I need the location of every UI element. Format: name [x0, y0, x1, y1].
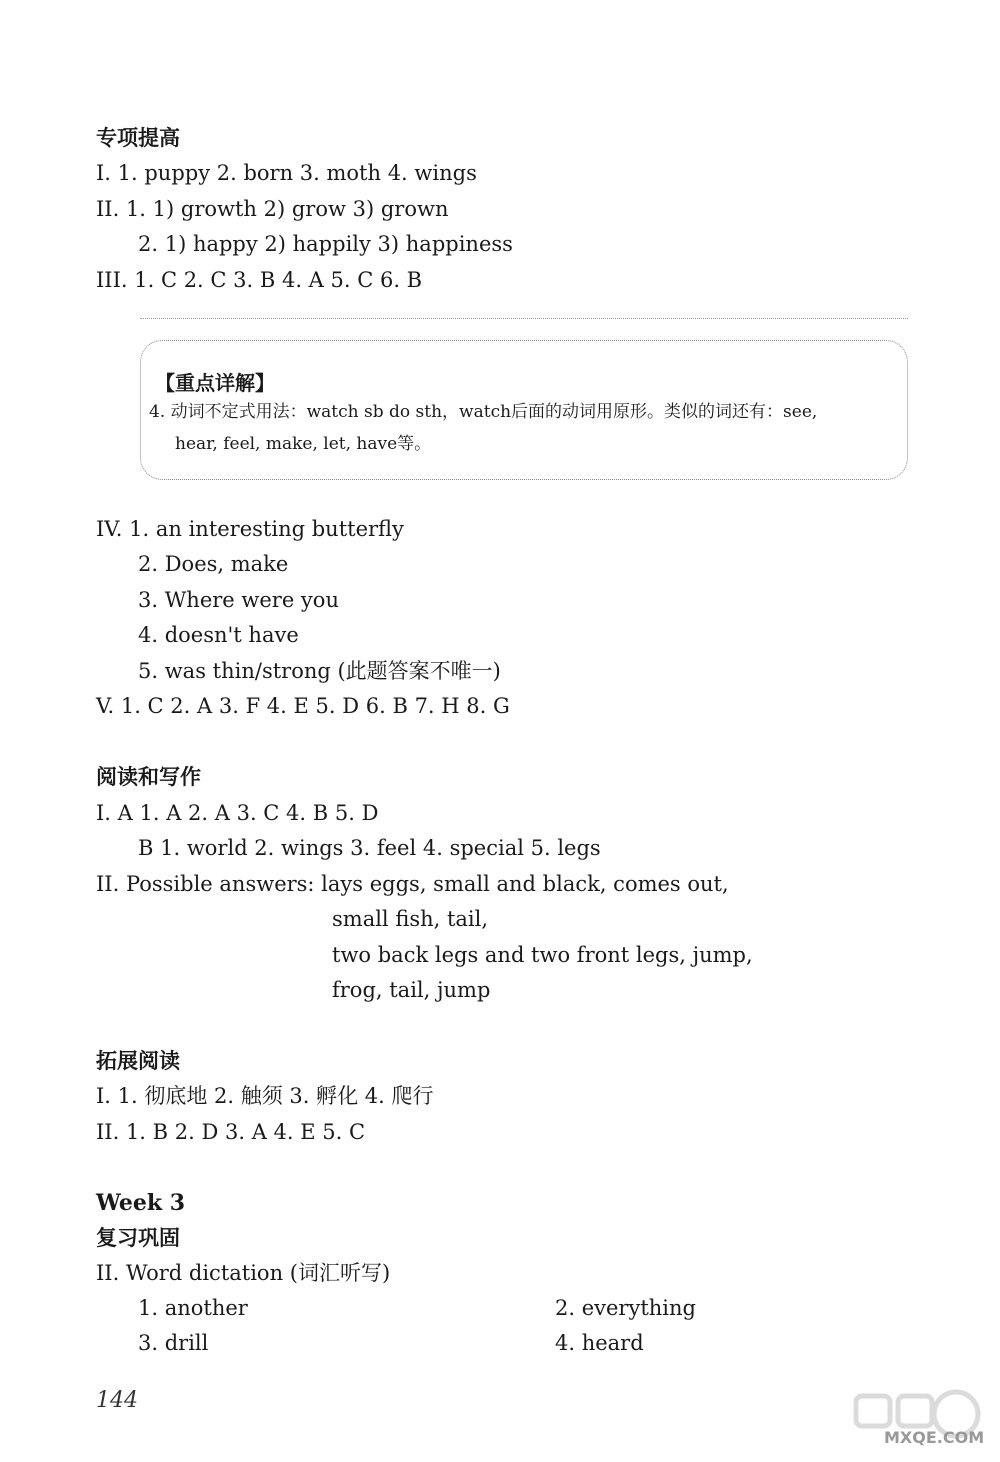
answer-line: III. 1. C 2. C 3. B 4. A 5. C 6. B	[96, 268, 423, 292]
section-heading-reading-writing: 阅读和写作	[96, 765, 201, 789]
word-item: 3. drill	[138, 1331, 209, 1355]
answer-line: II. 1. B 2. D 3. A 4. E 5. C	[96, 1120, 366, 1144]
answer-line: 2. Does, make	[138, 552, 289, 576]
answer-line: II. Word dictation (词汇听写)	[96, 1261, 391, 1285]
answer-line: I. 1. puppy 2. born 3. moth 4. wings	[96, 161, 477, 185]
section-heading-review: 复习巩固	[96, 1226, 180, 1250]
answer-line: 2. 1) happy 2) happily 3) happiness	[138, 232, 513, 256]
section-heading-extended-reading: 拓展阅读	[96, 1049, 180, 1073]
key-point-text: hear, feel, make, let, have等。	[175, 434, 432, 454]
page-number: 144	[96, 1388, 138, 1413]
section-heading-zhuanxiang: 专项提高	[96, 126, 180, 150]
key-point-title: 【重点详解】	[155, 371, 275, 395]
answer-line: IV. 1. an interesting butterfly	[96, 517, 404, 541]
answer-line: II. 1. 1) growth 2) grow 3) grown	[96, 197, 449, 221]
word-item: 2. everything	[555, 1296, 696, 1320]
dotted-divider	[140, 318, 908, 319]
word-item: 4. heard	[555, 1331, 644, 1355]
answer-line: small fish, tail,	[332, 907, 489, 931]
answer-line: two back legs and two front legs, jump,	[332, 943, 753, 967]
week-title: Week 3	[96, 1190, 186, 1216]
watermark-text: MXQE.COM	[884, 1428, 985, 1447]
answer-line: B 1. world 2. wings 3. feel 4. special 5. legs	[138, 836, 601, 860]
word-item: 1. another	[138, 1296, 248, 1320]
key-point-box	[140, 340, 908, 480]
answer-line: 5. was thin/strong (此题答案不唯一)	[138, 659, 501, 683]
answer-line: I. A 1. A 2. A 3. C 4. B 5. D	[96, 801, 379, 825]
answer-line: I. 1. 彻底地 2. 触须 3. 孵化 4. 爬行	[96, 1084, 434, 1108]
answer-line: frog, tail, jump	[332, 978, 491, 1002]
answer-line: V. 1. C 2. A 3. F 4. E 5. D 6. B 7. H 8. G	[96, 694, 510, 718]
answer-line: 4. doesn't have	[138, 623, 299, 647]
key-point-text: 4. 动词不定式用法：watch sb do sth，watch后面的动词用原形。类似的词还有：see,	[149, 402, 818, 422]
answer-line: II. Possible answers: lays eggs, small and black, comes out,	[96, 872, 729, 896]
answer-line: 3. Where were you	[138, 588, 339, 612]
